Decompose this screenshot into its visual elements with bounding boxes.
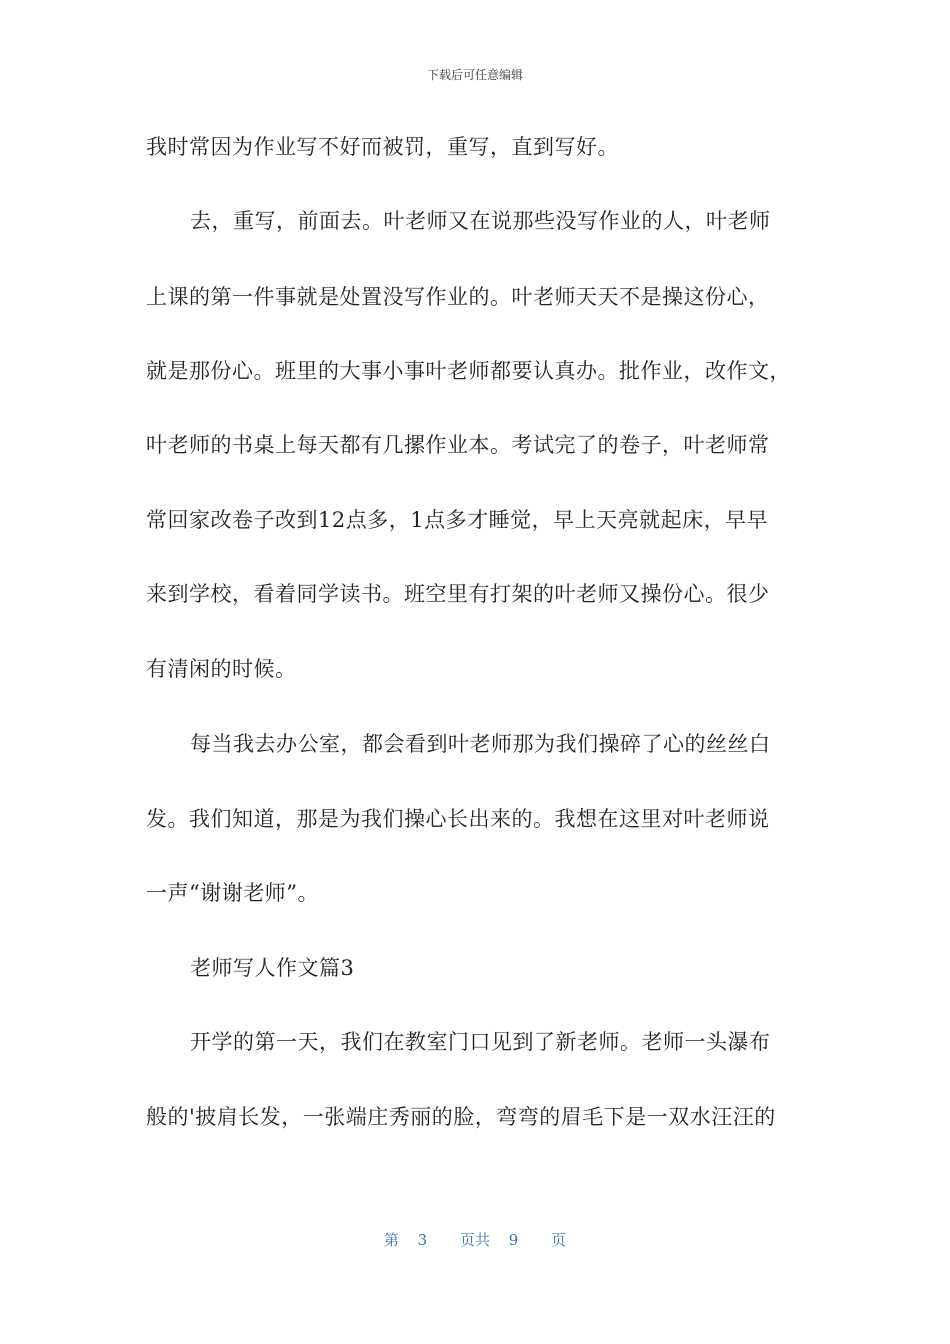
text-line: 一声“谢谢老师”。: [146, 881, 319, 905]
text-line: 般的'披肩长发，一张端庄秀丽的脸，弯弯的眉毛下是一双水汪汪的: [146, 1105, 776, 1129]
section-heading: 老师写人作文篇3: [190, 956, 355, 980]
footer-suffix: 页: [551, 1231, 567, 1249]
page-header: 下载后可任意编辑: [426, 68, 523, 82]
text-line: 来到学校，看着同学读书。班空里有打架的叶老师又操份心。很少: [146, 582, 770, 606]
text-line: 有清闲的时候。: [146, 657, 297, 681]
text-line: 发。我们知道，那是为我们操心长出来的。我想在这里对叶老师说: [146, 807, 770, 831]
footer-middle: 页共: [459, 1231, 490, 1249]
page-footer: [0, 1229, 950, 1250]
text-line: 每当我去办公室，都会看到叶老师那为我们操碎了心的丝丝白: [190, 732, 771, 756]
total-page-number: 9: [508, 1231, 519, 1249]
text-line: 开学的第一天，我们在教室门口见到了新老师。老师一头瀑布: [190, 1030, 771, 1054]
text-line: 去，重写，前面去。叶老师又在说那些没写作业的人，叶老师: [190, 209, 771, 233]
footer-prefix: 第: [383, 1231, 399, 1249]
text-line: 我时常因为作业写不好而被罚，重写，直到写好。: [146, 135, 619, 159]
text-line: 常回家改卷子改到12点多，1点多才睡觉，早上天亮就起床，早早: [146, 508, 769, 532]
current-page-number: 3: [417, 1231, 428, 1249]
text-line: 叶老师的书桌上每天都有几摞作业本。考试完了的卷子，叶老师常: [146, 433, 770, 457]
text-line: 就是那份心。班里的大事小事叶老师都要认真办。批作业，改作文，: [146, 359, 791, 383]
text-line: 上课的第一件事就是处置没写作业的。叶老师天天不是操这份心，: [146, 285, 770, 309]
